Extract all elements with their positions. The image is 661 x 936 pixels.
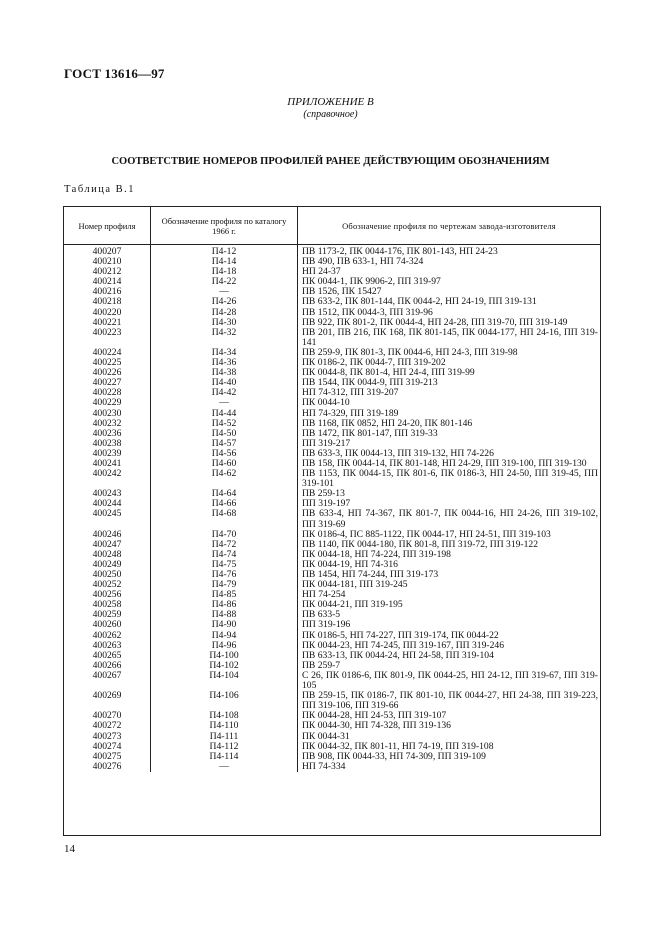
correspondence-table-frame xyxy=(63,206,601,836)
section-heading: СООТВЕТСТВИЕ НОМЕРОВ ПРОФИЛЕЙ РАНЕЕ ДЕЙСТВУЮЩИМ ОБОЗНАЧЕНИЯМ xyxy=(111,156,550,167)
profile-number-cell: 400269 xyxy=(64,691,151,711)
catalog-1966-cell: П4-56 xyxy=(151,449,298,459)
catalog-1966-cell: П4-36 xyxy=(151,358,298,368)
profile-number-cell: 400267 xyxy=(64,671,151,691)
factory-designation-cell: ПВ 908, ПК 0044-33, НП 74-309, ПП 319-109 xyxy=(302,750,486,762)
catalog-1966-cell: П4-34 xyxy=(151,348,298,358)
profile-number-cell: 400229 xyxy=(64,398,151,408)
catalog-1966-cell: П4-86 xyxy=(151,600,298,610)
column-header-catalog-1966: Обозначение профиля по каталогу 1966 г. xyxy=(151,207,298,245)
table-label: Таблица В.1 xyxy=(64,184,136,195)
catalog-1966-cell: П4-100 xyxy=(151,651,298,661)
profile-number-cell: 400243 xyxy=(64,489,151,499)
factory-designation-cell: ПВ 1168, ПК 0852, НП 24-20, ПК 801-146 xyxy=(302,417,473,429)
profile-number-cell: 400221 xyxy=(64,318,151,328)
profile-number-cell: 400252 xyxy=(64,580,151,590)
factory-designation-cell: ПК 0044-8, ПК 801-4, НП 24-4, ПП 319-99 xyxy=(302,367,475,379)
factory-designation-cell: ПК 0186-4, ПС 885-1122, ПК 0044-17, НП 24-51, ПП 319-103 xyxy=(302,528,551,540)
factory-designation-cell: ПК 0044-181, ПП 319-245 xyxy=(302,579,408,591)
table-header-row xyxy=(64,207,600,245)
catalog-1966-cell: П4-52 xyxy=(151,419,298,429)
appendix-subtitle: (справочное) xyxy=(303,109,358,120)
profile-number-cell: 400263 xyxy=(64,641,151,651)
factory-designation-cell: ПВ 1526, ПК 15427 xyxy=(302,286,382,298)
factory-designation-cell: ПК 0044-28, НП 24-53, ПП 319-107 xyxy=(302,710,447,722)
catalog-1966-cell: П4-57 xyxy=(151,439,298,449)
factory-designation-cell: ПВ 1512, ПК 0044-3, ПП 319-96 xyxy=(302,306,433,318)
profile-number-cell: 400250 xyxy=(64,570,151,580)
factory-designation-cell: НП 74-312, ПП 319-207 xyxy=(302,387,399,399)
factory-designation-cell: НП 74-254 xyxy=(302,589,346,601)
factory-designation-cell: ПВ 259-7 xyxy=(302,659,341,671)
factory-designation-cell: ПВ 259-15, ПК 0186-7, ПК 801-10, ПК 0044-27, НП 24-38, ПП 319-223, ПП 319-106, ПП 319-66 xyxy=(302,690,598,712)
catalog-1966-cell: П4-44 xyxy=(151,409,298,419)
catalog-1966-cell: П4-70 xyxy=(151,530,298,540)
factory-designation-cell: ПК 0044-31 xyxy=(302,730,350,742)
factory-designation-cell: ПВ 633-5 xyxy=(302,609,341,621)
factory-designation-cell: ПВ 201, ПВ 216, ПК 168, ПК 801-145, ПК 0044-177, НП 24-16, ПП 319-141 xyxy=(302,326,598,348)
factory-designation-cell: С 26, ПК 0186-6, ПК 801-9, ПК 0044-25, НП 24-12, ПП 319-67, ПП 319-105 xyxy=(302,669,598,692)
factory-designation-cell: ПК 0186-2, ПК 0044-7, ПП 319-202 xyxy=(302,357,446,369)
catalog-1966-cell: П4-75 xyxy=(151,560,298,570)
factory-designation-cell: ПП 319-196 xyxy=(302,619,351,631)
profile-number-cell: 400248 xyxy=(64,550,151,560)
factory-designation-cell: ПК 0044-1, ПК 9906-2, ПП 319-97 xyxy=(302,276,441,288)
table-row xyxy=(64,509,600,529)
catalog-1966-cell: П4-64 xyxy=(151,489,298,499)
profile-number-cell: 400218 xyxy=(64,297,151,307)
profile-number-cell: 400260 xyxy=(64,620,151,630)
profile-number-cell: 400273 xyxy=(64,732,151,742)
factory-designation-cell: ПК 0044-18, НП 74-224, ПП 319-198 xyxy=(302,548,451,560)
catalog-1966-cell: П4-112 xyxy=(151,742,298,752)
profile-number-cell: 400246 xyxy=(64,530,151,540)
factory-designation-cell: НП 74-334 xyxy=(302,760,346,772)
profile-number-cell: 400272 xyxy=(64,721,151,731)
profile-number-cell: 400230 xyxy=(64,409,151,419)
catalog-1966-cell: — xyxy=(151,287,298,297)
catalog-1966-cell: П4-26 xyxy=(151,297,298,307)
profile-number-cell: 400265 xyxy=(64,651,151,661)
catalog-1966-cell: П4-22 xyxy=(151,277,298,287)
catalog-1966-cell: П4-102 xyxy=(151,661,298,671)
catalog-1966-cell: П4-90 xyxy=(151,620,298,630)
profile-number-cell: 400258 xyxy=(64,600,151,610)
table-row xyxy=(64,328,600,348)
factory-designation-cell: НП 24-37 xyxy=(302,266,341,278)
profile-number-cell: 400214 xyxy=(64,277,151,287)
table-body xyxy=(64,245,600,772)
profile-number-cell: 400227 xyxy=(64,378,151,388)
catalog-1966-cell: П4-111 xyxy=(151,732,298,742)
table-row xyxy=(64,671,600,691)
profile-number-cell: 400225 xyxy=(64,358,151,368)
factory-designation-cell: ПВ 633-4, НП 74-367, ПК 801-7, ПК 0044-16, НП 24-26, ПП 319-102, ПП 319-69 xyxy=(302,508,598,530)
catalog-1966-cell: П4-12 xyxy=(151,245,298,258)
catalog-1966-cell: П4-76 xyxy=(151,570,298,580)
catalog-1966-cell: П4-62 xyxy=(151,469,298,489)
factory-designation-cell: ПП 319-217 xyxy=(302,437,351,449)
factory-designation-cell: ПВ 1472, ПК 801-147, ПП 319-33 xyxy=(302,427,438,439)
catalog-1966-cell: П4-60 xyxy=(151,459,298,469)
page-number: 14 xyxy=(64,843,75,855)
profile-number-cell: 400270 xyxy=(64,711,151,721)
catalog-1966-cell: — xyxy=(151,398,298,408)
profile-number-cell: 400241 xyxy=(64,459,151,469)
appendix-title: ПРИЛОЖЕНИЕ В xyxy=(287,96,374,108)
catalog-1966-cell: П4-85 xyxy=(151,590,298,600)
factory-designation-cell: ПВ 633-3, ПК 0044-13, ПП 319-132, НП 74-226 xyxy=(302,447,494,459)
profile-number-cell: 400249 xyxy=(64,560,151,570)
factory-designation-cell: ПВ 1140, ПК 0044-180, ПК 801-8, ПП 319-72, ПП 319-122 xyxy=(302,538,539,550)
catalog-1966-cell: П4-18 xyxy=(151,267,298,277)
column-header-factory-drawings: Обозначение профиля по чертежам завода-изготовителя xyxy=(298,207,601,245)
factory-designation-cell: ПВ 490, ПВ 633-1, НП 74-324 xyxy=(302,256,424,268)
table-row xyxy=(64,762,600,772)
profile-number-cell: 400232 xyxy=(64,419,151,429)
catalog-1966-cell: П4-66 xyxy=(151,499,298,509)
catalog-1966-cell: П4-94 xyxy=(151,631,298,641)
factory-designation-cell: ПВ 1153, ПК 0044-15, ПК 801-6, ПК 0186-3, НП 24-50, ПП 319-45, ПП 319-101 xyxy=(302,468,598,490)
catalog-1966-cell: П4-72 xyxy=(151,540,298,550)
table-row xyxy=(64,691,600,711)
factory-designation-cell: ПВ 1454, НП 74-244, ПП 319-173 xyxy=(302,569,439,580)
catalog-1966-cell: П4-108 xyxy=(151,711,298,721)
factory-designation-cell: ПВ 158, ПК 0044-14, ПК 801-148, НП 24-29, ПП 319-100, ПП 319-130 xyxy=(302,457,587,469)
profile-number-cell: 400210 xyxy=(64,257,151,267)
column-header-profile-number: Номер профиля xyxy=(64,207,151,245)
profile-number-cell: 400275 xyxy=(64,752,151,762)
catalog-1966-cell: П4-30 xyxy=(151,318,298,328)
profile-number-cell: 400266 xyxy=(64,661,151,671)
catalog-1966-cell: П4-40 xyxy=(151,378,298,388)
profile-number-cell: 400262 xyxy=(64,631,151,641)
factory-designation-cell: ПК 0044-23, НП 74-245, ПП 319-167, ПП 319-246 xyxy=(302,639,504,651)
profile-number-cell: 400256 xyxy=(64,590,151,600)
factory-designation-cell: ПВ 633-2, ПК 801-144, ПК 0044-2, НП 24-19, ПП 319-131 xyxy=(302,296,537,308)
table-row xyxy=(64,721,600,731)
profile-number-cell: 400242 xyxy=(64,469,151,489)
catalog-1966-cell: П4-74 xyxy=(151,550,298,560)
profile-number-cell: 400224 xyxy=(64,348,151,358)
catalog-1966-cell: П4-114 xyxy=(151,752,298,762)
document-code: ГОСТ 13616—97 xyxy=(64,66,165,81)
profile-number-cell: 400244 xyxy=(64,499,151,509)
profile-number-cell: 400228 xyxy=(64,388,151,398)
profile-number-cell: 400238 xyxy=(64,439,151,449)
factory-designation-cell: ПП 319-197 xyxy=(302,498,351,510)
factory-designation-cell: ПК 0044-10 xyxy=(302,397,350,409)
catalog-1966-cell: П4-14 xyxy=(151,257,298,267)
factory-designation-cell: ПВ 259-9, ПК 801-3, ПК 0044-6, НП 24-3, ПП 319-98 xyxy=(302,346,518,358)
factory-designation-cell: ПВ 259-13 xyxy=(302,488,345,500)
table-row xyxy=(64,398,600,408)
profile-number-cell: 400259 xyxy=(64,610,151,620)
factory-designation-cell: ПК 0044-30, НП 74-328, ПП 319-136 xyxy=(302,720,451,732)
correspondence-table xyxy=(64,207,600,772)
catalog-1966-cell: П4-42 xyxy=(151,388,298,398)
catalog-1966-cell: П4-38 xyxy=(151,368,298,378)
catalog-1966-cell: П4-79 xyxy=(151,580,298,590)
table-row xyxy=(64,469,600,489)
profile-number-cell: 400223 xyxy=(64,328,151,348)
profile-number-cell: 400216 xyxy=(64,287,151,297)
profile-number-cell: 400212 xyxy=(64,267,151,277)
factory-designation-cell: ПК 0044-21, ПП 319-195 xyxy=(302,599,403,611)
factory-designation-cell: ПВ 633-13, ПК 0044-24, НП 24-58, ПП 319-104 xyxy=(302,649,494,661)
profile-number-cell: 400245 xyxy=(64,509,151,529)
profile-number-cell: 400274 xyxy=(64,742,151,752)
factory-designation-cell: ПВ 1544, ПК 0044-9, ПП 319-213 xyxy=(302,377,438,389)
catalog-1966-cell: П4-68 xyxy=(151,509,298,529)
factory-designation-cell: ПВ 1173-2, ПК 0044-176, ПК 801-143, НП 24-23 xyxy=(302,246,498,257)
catalog-1966-cell: П4-50 xyxy=(151,429,298,439)
factory-designation-cell: ПК 0186-5, НП 74-227, ПП 319-174, ПК 0044-22 xyxy=(302,629,499,641)
factory-designation-cell: НП 74-329, ПП 319-189 xyxy=(302,407,399,419)
catalog-1966-cell: П4-106 xyxy=(151,691,298,711)
factory-designation-cell: ПВ 922, ПК 801-2, ПК 0044-4, НП 24-28, ПП 319-70, ПП 319-149 xyxy=(302,316,568,328)
profile-number-cell: 400226 xyxy=(64,368,151,378)
catalog-1966-cell: П4-88 xyxy=(151,610,298,620)
catalog-1966-cell: П4-28 xyxy=(151,308,298,318)
catalog-1966-cell: П4-96 xyxy=(151,641,298,651)
profile-number-cell: 400220 xyxy=(64,308,151,318)
catalog-1966-cell: — xyxy=(151,762,298,772)
profile-number-cell: 400236 xyxy=(64,429,151,439)
factory-designation-cell: ПК 0044-32, ПК 801-11, НП 74-19, ПП 319-108 xyxy=(302,740,494,752)
factory-designation-cell: ПК 0044-19, НП 74-316 xyxy=(302,558,398,570)
profile-number-cell: 400207 xyxy=(64,245,151,258)
profile-number-cell: 400247 xyxy=(64,540,151,550)
profile-number-cell: 400276 xyxy=(64,762,151,772)
catalog-1966-cell: П4-110 xyxy=(151,721,298,731)
profile-number-cell: 400239 xyxy=(64,449,151,459)
catalog-1966-cell: П4-32 xyxy=(151,328,298,348)
catalog-1966-cell: П4-104 xyxy=(151,671,298,691)
